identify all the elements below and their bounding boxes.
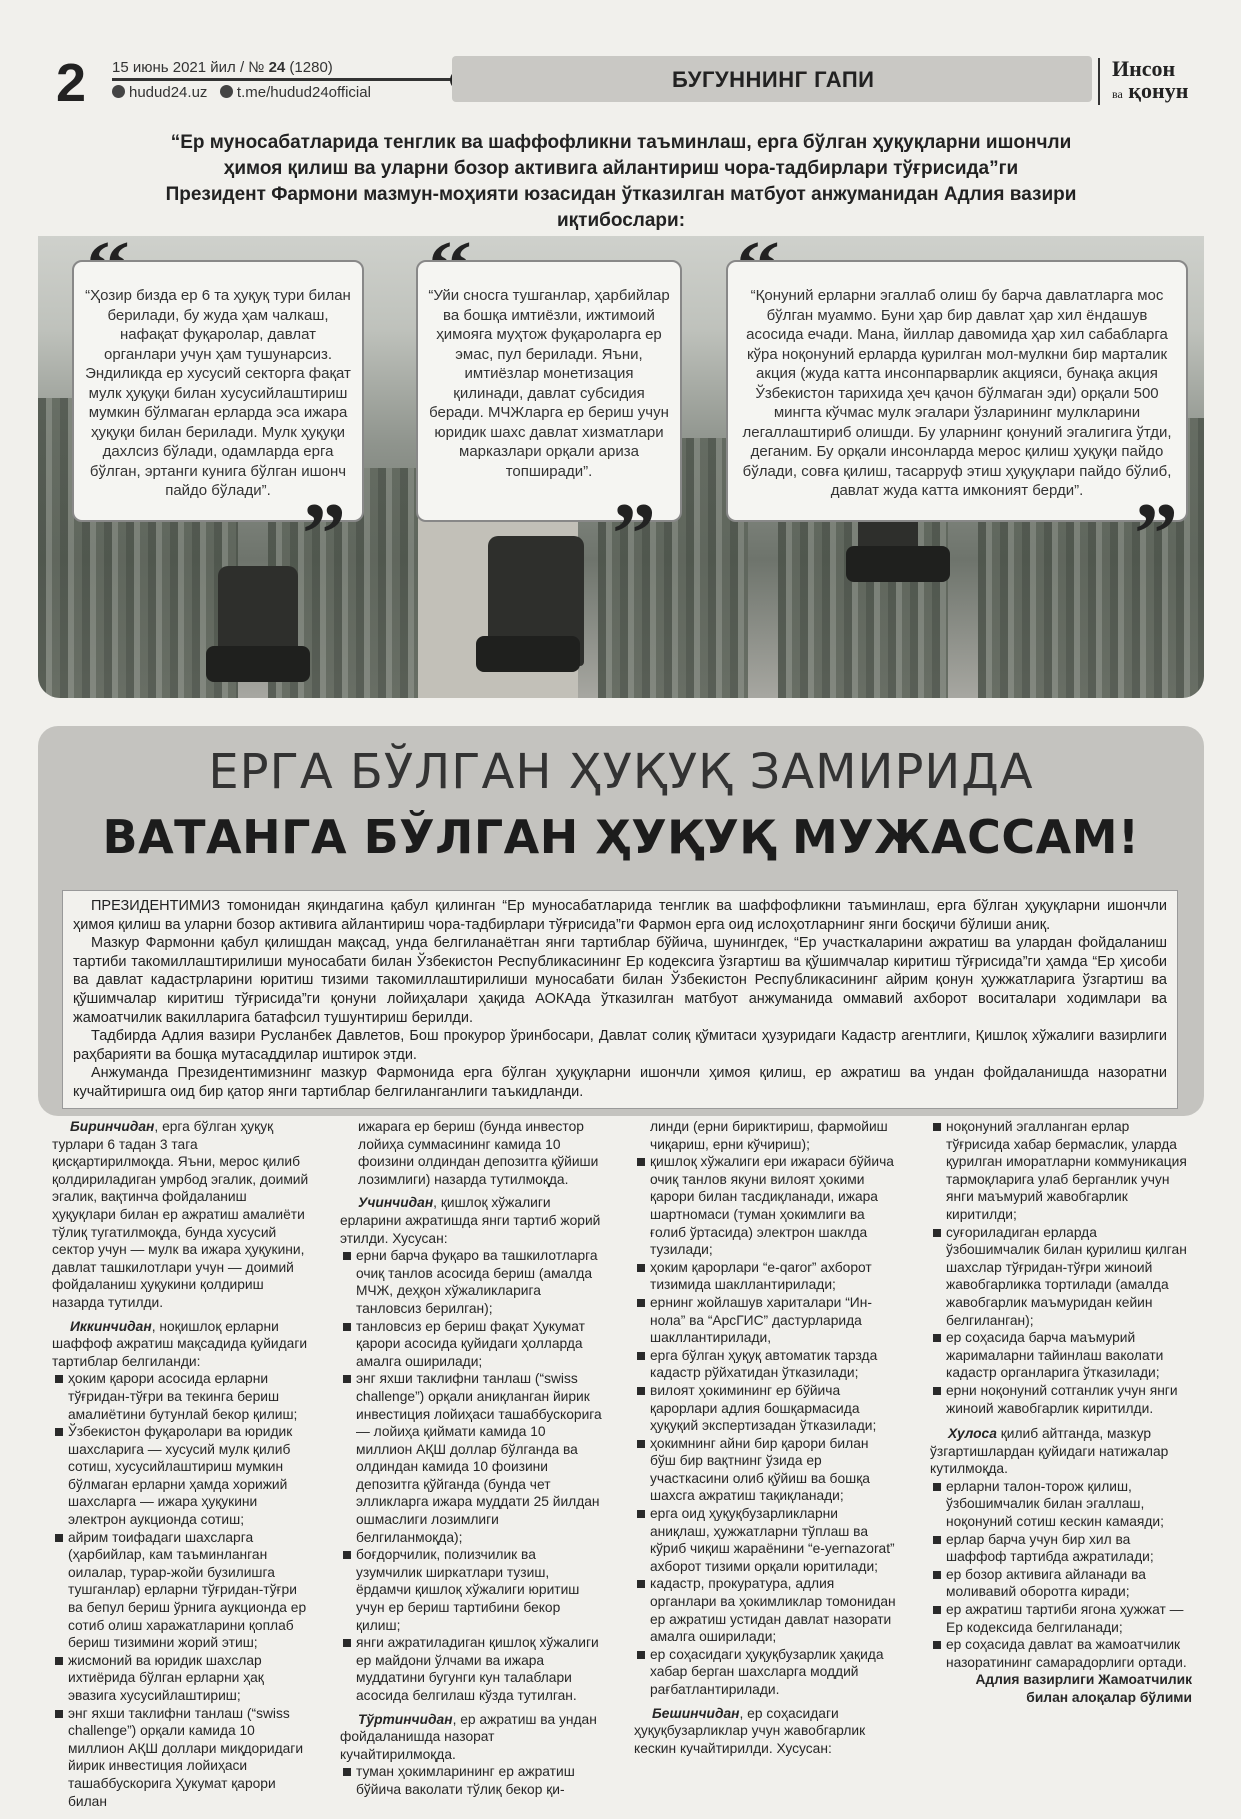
list-item: энг яхши таклифни танлаш (“swiss challenge”) орқали камида 10 миллион АҚШ доллари миқдоридаги йирик инвестиция лойиҳаси ташаббускорига Ҳукумат қарори билан: [52, 1705, 314, 1811]
list-item: Ўзбекистон фуқаролари ва юридик шахсларига — хусусий мулк қилиб сотиш, хусусийлаштириш мумкин бўлмаган ерларни ҳамда хорижий шахсларга — ижара ҳуқукини электрон аукционда сотиш;: [52, 1423, 314, 1529]
list-item: ҳокимнинг айни бир қарори билан бўш бир вақтнинг ўзида ер участкасини олиб қўйиш ва бошқа шахсга ажратиш тақиқланади;: [634, 1435, 896, 1505]
list-item: боғдорчилик, полизчилик ва узумчилик ширкатлари тузиш, ёрдамчи қишлоқ хўжалиги юритиш учун ер бериш тартибини бекор қилиш;: [340, 1546, 602, 1634]
paragraph: [340, 1194, 602, 1247]
list-item: қишлоқ хўжалиги ери ижараси бўйича очиқ танлов якуни вилоят ҳокими қарори билан тасдиқланади, ижара шартномаси (туман ҳокимлиги ва ғолиб ўртасида) электрон шаклда тузилади;: [634, 1153, 896, 1259]
list-item: ерларни талон-торож қилиш, ўзбошимчалик билан эгаллаш, ноқонуний сотиш кескин камаяди;: [930, 1478, 1192, 1531]
quote-card: “Қонуний ерларни эгаллаб олиш бу барча давлатларга мос бўлган муаммо. Буни ҳар бир давлат ҳар хил ёндашув асосида ечади. Мана, йиллар давомида ҳар хил сабабларга кўра ноқонуний ерларда қурилган мол-мулкни бир марталик акция (жуда катта инсонпарварлик акцияси, бунақа акция Ўзбекистон тарихида ҳеч қачон бўлмаган эди) орқали 500 мингта кўчмас мулк эгалари ўзларининг мулкларини легаллаштириб олишди. Бу уларнинг қонуний эгалигига ўтди, деганим. Бу орқали инсонларда мерос қилиш ҳуқуқи пайдо бўлади, совға қилиш, тасарруф этиш ҳуқуқлари пайдо бўлиб, давлат жуда катта имконият берди”.: [726, 260, 1188, 522]
paragraph: [634, 1705, 896, 1758]
globe-icon: [112, 85, 125, 98]
list-item: танловсиз ер бериш фақат Ҳукумат қарори асосида қуйидаги ҳолларда амалга оширилади;: [340, 1318, 602, 1371]
paragraph-text: линди (ерни бириктириш, фармойиш чиқариш, ерни кўчириш);: [650, 1119, 888, 1152]
rubric-title: БУГУННИНГ ГАПИ: [672, 67, 875, 92]
newspaper-logo: [1098, 58, 1220, 105]
paragraph-text: ижарага ер бериш (бунда инвестор лойиҳа суммасининг камида 10 фоизини олдиндан депозитга қўйиши лозимлиги) назарда тутилмоқда.: [358, 1119, 599, 1187]
lead-paragraph: Тадбирда Адлия вазири Русланбек Давлетов, Бош прокурор ўринбосари, Давлат солиқ қўмитаси ҳузуридаги Кадастр агентлиги, Қишлоқ хўжалиги вазирлиги раҳбарияти ва бошқа мутасаддилар иштирок этди.: [73, 1028, 1167, 1063]
headline-line2: ВАТАНГА БЎЛГАН ҲУҚУҚ МУЖАССАМ!: [102, 810, 1140, 864]
lead-paragraph: ПРЕЗИДЕНТИМИЗ томонидан яқиндагина қабул қилинган “Ер муносабатларида тенглик ва шаффофликни таъминлаш, ерга бўлган ҳуқуқларни ишончли ҳимоя қилиш ва уларни бозор активига айлантириш чора-тадбирлари тўғрисида”ги Фармон ерга оид ислоҳотларнинг янги босқичи бўлиши аниқ.: [73, 898, 1167, 933]
paragraph: [930, 1425, 1192, 1478]
issue-info: [112, 56, 333, 80]
logo-bottom: қонун: [1128, 78, 1189, 103]
list-item: ер ажратиш тартиби ягона ҳужжат — Ер кодексида белгиланади;: [930, 1601, 1192, 1636]
issue-total: (1280): [289, 59, 333, 76]
lead-paragraphs: [62, 890, 1178, 1109]
article-column-1: [52, 1118, 314, 1810]
header-rule: [112, 78, 457, 81]
quote-close-icon: ”: [612, 486, 656, 583]
paragraph-text: , ерга бўлган ҳуқуқ турлари 6 тадан 3 тага қисқартирилмоқда. Яъни, мерос қилиб қолдириладиган умрбод эгалик, доимий эгалик, вақтинча фойдаланиш ҳуқуқлари билан ер ажратиш амалиёти тўлиқ тугатилмоқда, бунда хусусий сектор учун — мулк ва ижара ҳуқукини, давлат ташкилотлари учун — доимий фойдаланиш ҳуқукини қолдириш назарда тутилди.: [52, 1119, 309, 1310]
list-item: суғориладиган ерларда ўзбошимчалик билан қурилиш қилган шахслар тўғридан-тўғри жиноий жавобгарликка тортилади (амалда жавобгарлик маъмуридан кейин белгиланган);: [930, 1224, 1192, 1330]
paragraph: [340, 1711, 602, 1764]
header-links: [112, 84, 371, 101]
lead-paragraph: Мазкур Фармонни қабул қилишдан мақсад, унда белгиланаётган янги тартиблар бўйича, шунингдек, “Ер участкаларини ажратиш ва улардан фойдаланиш тартиби такомиллаштирилиши муносабати билан Ўзбекистон Республикасининг Ер кодексига ўзгартиш ва қўшимчалар киритиш тўғрисида”ги ҳамда “Ер ҳисоби ва давлат кадастрларини юритиш тизими такомиллаштирилиши муносабати билан Ўзбекистон Республикасининг айрим қонун ҳужжатларига ўзгартиш ва қўшимчалар киритиш тўғрисида”ги қонуни лойиҳалари ҳақида АОКАда ўтказилган матбуот анжуманида оммавий ахборот воситалари ходимлари ва жамоатчилик вакилларига батафсил тушунтириш берилди.: [73, 935, 1167, 1026]
intro-text: [80, 130, 1162, 234]
list-item: ернинг жойлашув хариталари “Ин-нола” ва “АрсГИС” дастурларида шакллантирилади,: [634, 1294, 896, 1347]
paragraph-lead: Бешинчидан: [652, 1705, 740, 1721]
telegram-icon: [220, 85, 233, 98]
article-column-4: [930, 1118, 1192, 1707]
logo-top: Инсон: [1112, 56, 1176, 81]
list-item: кадастр, прокуратура, адлия органлари ва ҳокимликлар томонидан ер ажратиш устидан давлат назорати амалга оширилади;: [634, 1575, 896, 1645]
paragraph-text: , қишлоқ хўжалиги ерларини ажратишда янги тартиб жорий этилди. Хусусан:: [340, 1195, 601, 1246]
bullet-list: [340, 1763, 602, 1798]
paragraph: [52, 1118, 314, 1312]
bullet-list: [52, 1370, 314, 1810]
paragraph-text: қилиб айтганда, мазкур ўзгартишлардан қуйидаги натижалар кутилмоқда.: [930, 1426, 1169, 1477]
paragraph-text: , ер соҳасидаги ҳуқуқбузарликлар учун жавобгарлик кескин кучайтирилди. Хусусан:: [634, 1705, 866, 1756]
bullet-list: [634, 1153, 896, 1698]
list-item: айрим тоифадаги шахсларга (ҳарбийлар, кам таъминланган оилалар, турар-жойи бузилишга тушганлар) ерларни тўғридан-тўғри ва бепул бериш ўрнига аукционда ер сотиб олиш харажатларини қоплаб бериш тизимини жорий этиш;: [52, 1529, 314, 1652]
list-item: ноқонуний эгалланган ерлар тўғрисида хабар бермаслик, уларда қурилган иморатларни коммуникация тармоқларига улаб берганлик учун янги маъмурий жавобгарлик киритилди;: [930, 1118, 1192, 1224]
rubric-banner: [452, 56, 1092, 102]
paragraph-lead: Иккинчидан: [70, 1318, 152, 1334]
bullet-list: [930, 1118, 1192, 1417]
list-item: ҳоким қарори асосида ерларни тўғридан-тўғри ва текинга бериш амалиётини бутунлай бекор қилиш;: [52, 1370, 314, 1423]
list-item: янги ажратиладиган қишлоқ хўжалиги ер майдони ўлчами ва ижара муддатини бугунги кун талаблари асосида белгилаш кўзда тутилган.: [340, 1634, 602, 1704]
list-item: ерга оид ҳуқуқбузарликларни аниқлаш, ҳужжатларни тўплаш ва кўриб чиқиш жараёнини “e-yernazorat” ахборот тизими орқали юритилади;: [634, 1505, 896, 1575]
intro-line: Президент Фармони мазмун-моҳияти юзасидан ўтказилган матбуот анжуманидан Адлия вазири: [165, 184, 1077, 205]
list-item: ерлар барча учун бир хил ва шаффоф тартибда ажратилади;: [930, 1531, 1192, 1566]
quote-close-icon: ”: [302, 486, 346, 583]
list-item: ер соҳасидаги ҳуқуқбузарлик ҳақида хабар берган шахсларга моддий рағбатлантирилади.: [634, 1646, 896, 1699]
bullet-list: [340, 1247, 602, 1704]
site-link[interactable]: hudud24.uz: [129, 84, 208, 101]
headline-line1: ЕРГА БЎЛГАН ҲУҚУҚ ЗАМИРИДА: [208, 744, 1034, 800]
list-item: ерни ноқонуний сотганлик учун янги жиноий жавобгарлик киритилди.: [930, 1382, 1192, 1417]
intro-line: “Ер муносабатларида тенглик ва шаффофликни таъминлаш, ерга бўлган ҳуқуқларни ишончли: [170, 132, 1072, 153]
list-item: ерга бўлган ҳуқуқ автоматик тарзда кадастр рўйхатидан ўтказилади;: [634, 1347, 896, 1382]
lead-paragraph: Анжуманда Президентимизнинг мазкур Фармонида ерга бўлган ҳуқуқларни ишончли ҳимоя қилиш, ер ажратиш ва ундан фойдаланишда назоратни кучайтиришга оид бир қатор янги тартиблар белгиланганлиги таъкидланди.: [73, 1065, 1167, 1100]
page-number: 2: [56, 53, 87, 113]
list-item: туман ҳокимларининг ер ажратиш бўйича ваколати тўлиқ бекор қи-: [340, 1763, 602, 1798]
quote-close-icon: ”: [1134, 486, 1178, 583]
list-item: ер бозор активига айланади ва моливавий оборотга киради;: [930, 1566, 1192, 1601]
list-item: жисмоний ва юридик шахслар ихтиёрида бўлган ерларни ҳақ эвазига хусусийлаштириш;: [52, 1652, 314, 1705]
article-column-2: [340, 1118, 602, 1799]
intro-line: ҳимоя қилиш ва уларни бозор активига айлантириш чора-тадбирлари тўғрисида”ги: [223, 158, 1019, 179]
paragraph-lead: Биринчидан: [70, 1119, 155, 1134]
logo-mid: ва: [1112, 87, 1123, 101]
intro-line: иқтибослари:: [556, 210, 686, 231]
paragraph: [52, 1318, 314, 1371]
paragraph-lead: Хулоса: [948, 1426, 997, 1442]
list-item: ерни барча фуқаро ва ташкилотларга очиқ танлов асосида бериш (амалда МЧЖ, деҳқон хўжаликларига танловсиз берилган);: [340, 1247, 602, 1317]
list-item: ер соҳасида барча маъмурий жарималарни тайинлаш ваколати кадастр органларига ўтказилади;: [930, 1329, 1192, 1382]
paragraph-lead: Учинчидан: [358, 1195, 434, 1211]
article-column-3: [634, 1118, 896, 1757]
paragraph-text: , ер ажратиш ва ундан фойдаланишда назорат кучайтирилмоқда.: [340, 1711, 597, 1762]
tractor: [218, 566, 298, 676]
paragraph-lead: Тўртинчидан: [358, 1711, 453, 1727]
list-item: ер соҳасида давлат ва жамоатчилик назоратининг самарадорлиги ортади.: [930, 1636, 1192, 1671]
signature: билан алоқалар бўлими: [1026, 1690, 1192, 1705]
issue-number: 24: [268, 59, 286, 76]
issue-date: 15 июнь 2021 йил / №: [112, 59, 265, 76]
list-item: ҳоким қарорлари “e-qaror” ахборот тизимида шакллантирилади;: [634, 1259, 896, 1294]
quote-card: “Ҳозир бизда ер 6 та ҳуқуқ тури билан берилади, бу жуда ҳам чалкаш, нафақат фуқаролар, давлат органлари учун ҳам тушунарсиз. Эндиликда ер хусусий секторга фақат мулк ҳуқуқи билан хусусийлаштириш мумкин бўлмаган ерларда эса ижара ҳуқуқи билан берилади. Мулк ҳуқуқи дахлсиз бўлади, одамларда ерга бўлган, эртанги кунига бўлган ишонч пайдо бўлади”.: [72, 260, 364, 522]
telegram-link[interactable]: t.me/hudud24official: [236, 84, 371, 101]
quote-card: “Уйи сносга тушганлар, ҳарбийлар ва бошқа имтиёзли, ижтимоий ҳимояга муҳтож фуқароларга ер эмас, пул берилади. Яъни, имтиёзлар монетизация қилинади, давлат субсидия беради. МЧЖларга ер бериш учун юридик шахс давлат хизматлари марказлари орқали ариза топширади”.: [416, 260, 682, 522]
signature: Адлия вазирлиги Жамоатчилик: [975, 1672, 1192, 1688]
list-item: энг яхши таклифни танлаш (“swiss challenge”) орқали аниқланган йирик инвестиция лойиҳаси ташаббускорига — лойиҳа қиймати камида 10 миллион АҚШ доллар бўлганда ва олдиндан камида 10 фоизини депозитга қўйганда (бунда чет элликларга ижара муддати 25 йилдан ошмаслиги лозимлиги белгиланмоқда);: [340, 1370, 602, 1546]
list-item: вилоят ҳокимининг ер бўйича қарорлари адлия бошқармасида ҳуқуқий экспертизадан ўтказилади;: [634, 1382, 896, 1435]
bullet-list: [930, 1478, 1192, 1672]
paragraph-text: , ноқишлоқ ерларни шаффоф ажратиш мақсадида қуйидаги тартиблар белгиланди:: [52, 1318, 308, 1369]
tractor: [488, 536, 584, 666]
